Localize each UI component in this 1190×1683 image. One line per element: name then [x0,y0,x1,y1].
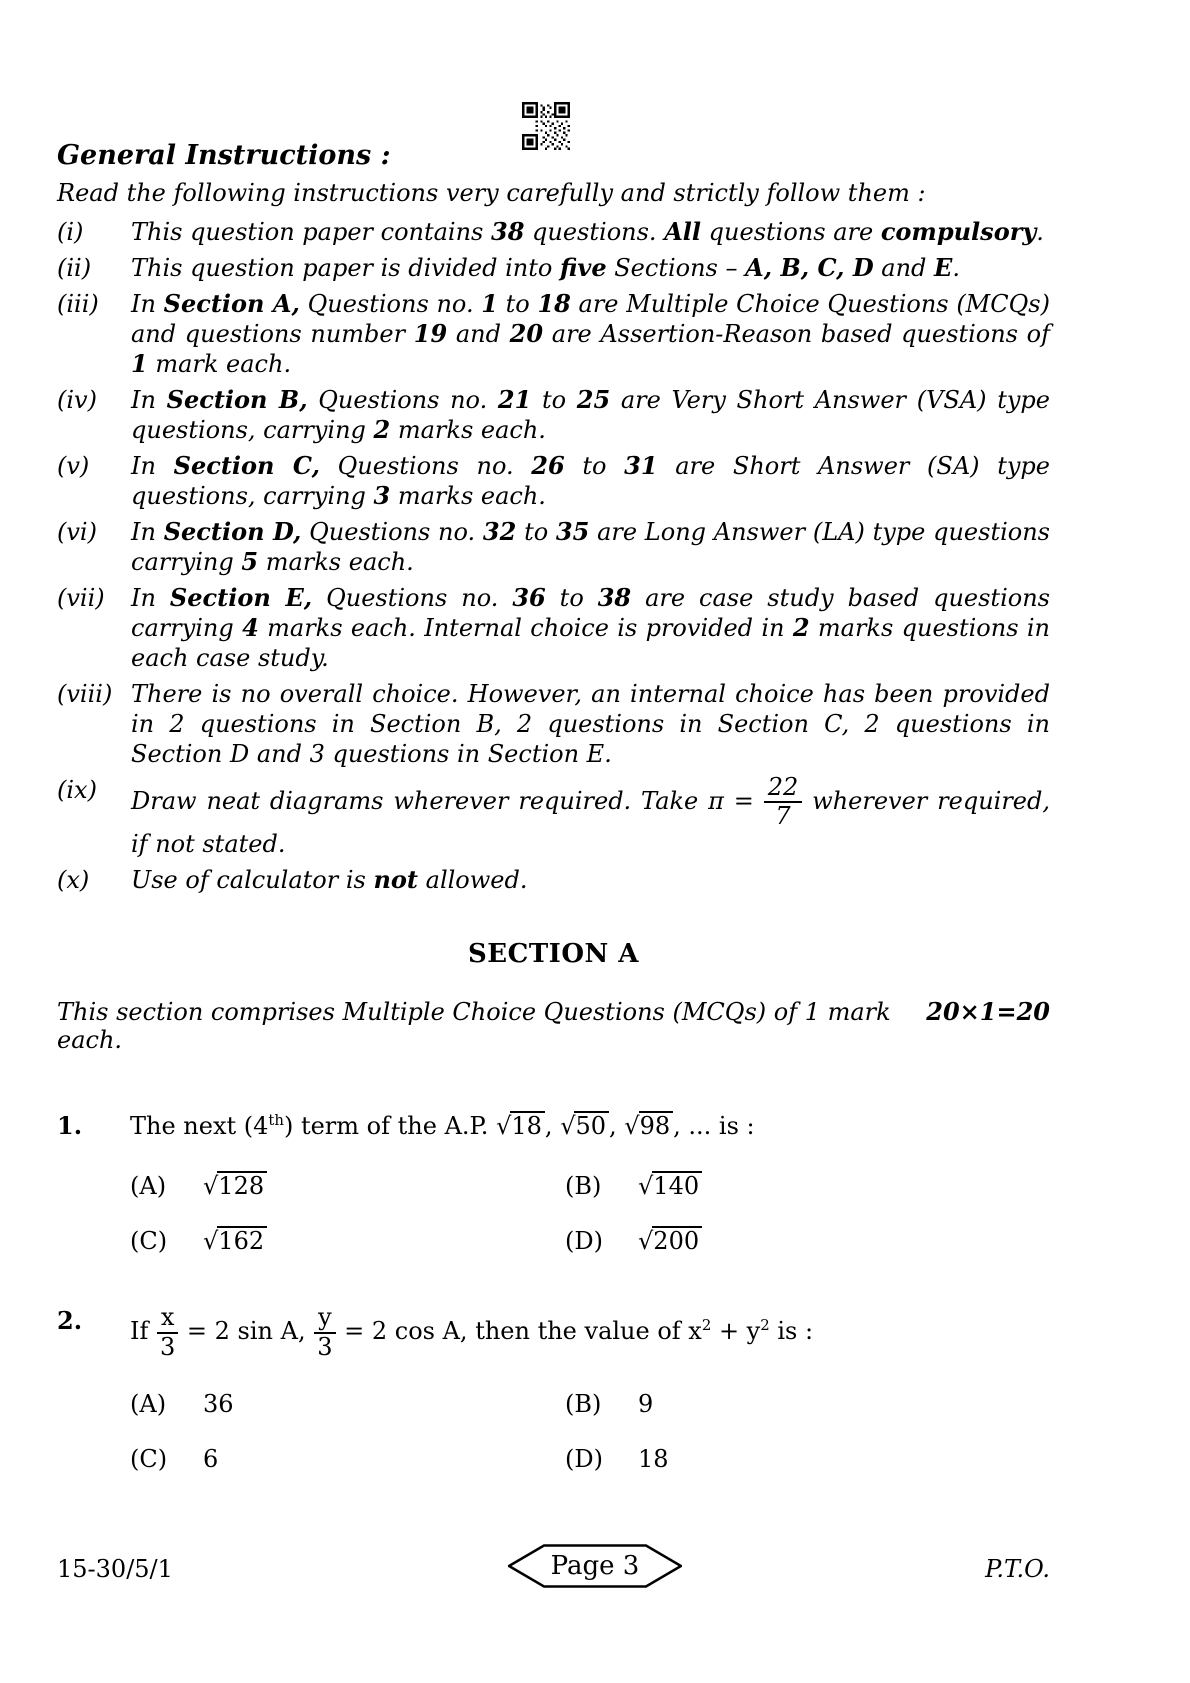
section-a-marks: 20×1=20 [926,997,1050,1027]
instruction-item-ii [57,253,1050,283]
instruction-text: Use of calculator is not allowed. [131,865,528,895]
exam-code: 15-30/5/1 [57,1555,173,1583]
option-label: (B) [565,1172,602,1201]
question-number: 2. [57,1306,83,1336]
options-grid-q2 [130,1388,1050,1475]
qr-code-image [522,100,570,152]
instruction-item-i [57,217,1050,247]
option-label: (C) [130,1227,168,1256]
instruction-text: In Section E, Questions no. 36 to 38 are case study based questions carrying 4 marks each. Internal choice is provided in 2 marks questions in each case study. [131,583,1050,672]
page-badge-label: Page 3 [550,1551,640,1581]
instruction-label: (i) [57,218,84,246]
instructions-list [57,217,1050,895]
instruction-item-x [57,865,1050,895]
instruction-label: (v) [57,452,90,480]
option [130,1170,565,1202]
option-label: (A) [130,1172,167,1201]
option [565,1388,1050,1420]
question-number: 1. [57,1111,83,1141]
page-badge [508,1544,682,1588]
instruction-item-iv [57,385,1050,445]
instruction-item-v [57,451,1050,511]
option [565,1225,1050,1257]
section-a-description-row [57,997,1050,1054]
option [565,1170,1050,1202]
section-a-description: This section comprises Multiple Choice Questions (MCQs) of 1 mark each. [57,998,891,1055]
option [130,1388,565,1420]
question-text: If $\frac{x}{3}$ = 2 sin A, $\frac{y}{3}$ = 2 cos A, then the value of $x^2 + y^2$ is : [130,1303,814,1361]
instructions-title: General Instructions : [57,140,391,171]
option-value: √162 [203,1225,267,1257]
instruction-label: (ii) [57,254,92,282]
instruction-label: (vi) [57,518,97,546]
pto-label: P.T.O. [985,1555,1050,1583]
option-label: (D) [565,1444,603,1473]
options-grid-q1 [130,1170,1050,1257]
option-value: √140 [638,1170,702,1202]
option-value: √200 [638,1225,702,1257]
option-value: 18 [638,1444,669,1473]
instruction-item-vii [57,583,1050,673]
option [130,1443,565,1475]
instruction-label: (ix) [57,776,97,804]
option-value: 6 [203,1444,219,1473]
instruction-text: In Section A, Questions no. 1 to 18 are Multiple Choice Questions (MCQs) and questions number 19 and 20 are Assertion-Reason based questions of 1 mark each. [131,289,1051,378]
instruction-label: (iv) [57,386,97,414]
instruction-item-iii [57,289,1050,379]
option [130,1225,565,1257]
option-label: (C) [130,1444,168,1473]
instruction-item-viii [57,679,1050,769]
instruction-label: (x) [57,866,90,895]
option-label: (B) [565,1389,602,1418]
question-block-1 [57,1110,1050,1142]
instruction-text: This question paper is divided into five Sections – A, B, C, D and E. [131,253,960,282]
option-value: 36 [203,1389,234,1418]
instruction-text: In Section D, Questions no. 32 to 35 are Long Answer (LA) type questions carrying 5 marks each. [131,517,1050,576]
instruction-item-vi [57,517,1050,577]
option-label: (D) [565,1227,603,1256]
option-label: (A) [130,1389,167,1418]
option-value: √128 [203,1170,267,1202]
question-block-2 [57,1305,1050,1359]
instruction-label: (vii) [57,584,105,612]
instruction-text: This question paper contains 38 questions. All questions are compulsory. [131,217,1044,246]
page-footer [57,1544,1050,1592]
page-content [57,0,1050,1475]
instruction-label: (viii) [57,680,113,708]
instruction-item-ix [57,775,1050,859]
question-text: The next (4th) term of the A.P. √18 , √50 , √98 , ... is : [130,1111,755,1141]
instruction-text: In Section B, Questions no. 21 to 25 are Very Short Answer (VSA) type questions, carrying 2 marks each. [131,385,1050,444]
instruction-text: Draw neat diagrams wherever required. Take π = $\frac{22}{7}$ wherever required, if not stated. [131,773,1050,859]
instructions-subtitle: Read the following instructions very carefully and strictly follow them : [57,179,926,207]
option [565,1443,1050,1475]
instruction-text: There is no overall choice. However, an internal choice has been provided in 2 questions in Section B, 2 questions in Section C, 2 questions in Section D and 3 questions in Section E. [131,680,1050,768]
section-a-heading: SECTION A [468,939,639,970]
instruction-label: (iii) [57,290,99,318]
option-value: 9 [638,1389,654,1418]
instruction-text: In Section C, Questions no. 26 to 31 are Short Answer (SA) type questions, carrying 3 marks each. [131,451,1050,510]
